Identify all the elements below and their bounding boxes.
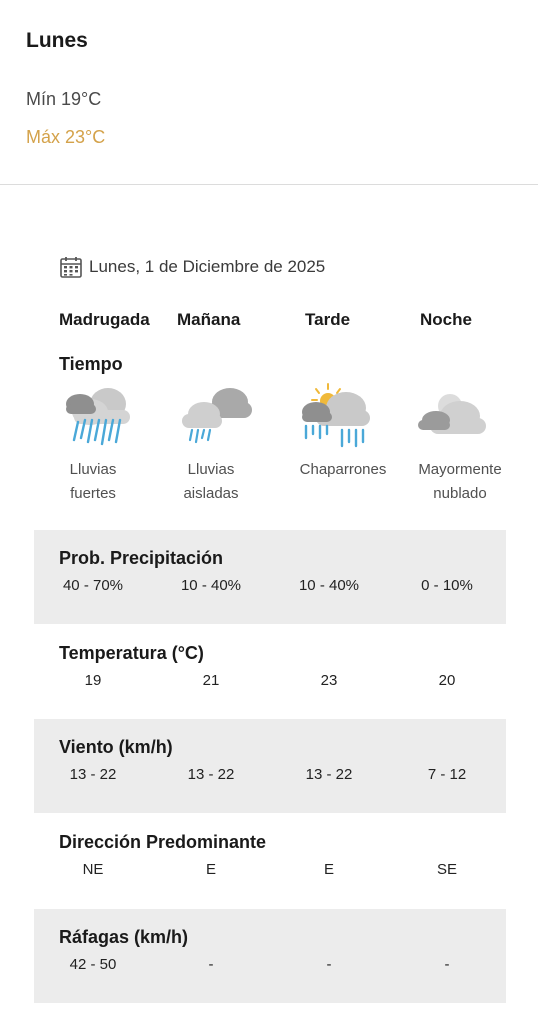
row-value: - [444, 956, 450, 973]
row-value: E [323, 861, 334, 878]
period-headers [0, 310, 538, 334]
row-temperature [34, 625, 506, 719]
row-value: 40 - 70% [62, 577, 124, 594]
day-title: Lunes [26, 29, 88, 52]
calendar-icon [59, 255, 83, 279]
weather-desc-line1: Mayormente [418, 461, 502, 478]
row-value: 23 [320, 672, 338, 689]
row-value: 42 - 50 [69, 956, 117, 973]
row-title: Ráfagas (km/h) [59, 927, 189, 947]
row-value: 13 - 22 [305, 766, 353, 783]
heavy-rain-cloud-icon [60, 382, 136, 452]
sun-showers-cloud-icon [298, 382, 374, 452]
weather-desc-line2: aisladas [183, 485, 239, 502]
period-tarde: Tarde [305, 310, 351, 329]
weather-desc-line2: nublado [433, 485, 487, 502]
row-value: 19 [84, 672, 102, 689]
weather-desc [405, 458, 515, 506]
weather-desc-line1: Chaparrones [299, 461, 387, 478]
row-precipitation [34, 530, 506, 624]
row-value: SE [436, 861, 457, 878]
row-value: 21 [202, 672, 220, 689]
tiempo-label: Tiempo [59, 354, 123, 374]
weather-desc-line2: fuertes [70, 485, 116, 502]
moon-cloudy-icon [416, 382, 492, 452]
period-noche: Noche [420, 310, 472, 329]
period-manana: Mañana [177, 310, 241, 329]
row-value: 10 - 40% [298, 577, 360, 594]
forecast-date [59, 255, 325, 279]
row-direction [34, 814, 506, 908]
light-rain-cloud-icon [178, 382, 254, 452]
row-title: Dirección Predominante [59, 832, 267, 852]
period-madrugada: Madrugada [59, 310, 150, 329]
row-value: - [208, 956, 214, 973]
row-value: NE [82, 861, 104, 878]
row-value: E [205, 861, 216, 878]
weather-desc [156, 458, 266, 506]
row-value: 7 - 12 [427, 766, 467, 783]
weather-desc [288, 458, 398, 482]
row-value: 20 [438, 672, 456, 689]
day-summary-header [0, 0, 538, 185]
max-temperature: Máx 23°C [26, 127, 106, 147]
weather-desc-line1: Lluvias [187, 461, 235, 478]
weather-desc [38, 458, 148, 506]
row-value: 13 - 22 [69, 766, 117, 783]
row-value: 0 - 10% [421, 577, 473, 594]
row-value: 10 - 40% [180, 577, 242, 594]
row-title: Viento (km/h) [59, 737, 173, 757]
date-text: Lunes, 1 de Diciembre de 2025 [89, 257, 326, 276]
row-value: - [326, 956, 332, 973]
row-title: Temperatura (°C) [59, 643, 204, 663]
row-value: 13 - 22 [187, 766, 235, 783]
min-temperature: Mín 19°C [26, 89, 102, 109]
weather-desc-line1: Lluvias [69, 461, 117, 478]
row-title: Prob. Precipitación [59, 548, 224, 568]
row-wind [34, 719, 506, 813]
row-gusts [34, 909, 506, 1003]
